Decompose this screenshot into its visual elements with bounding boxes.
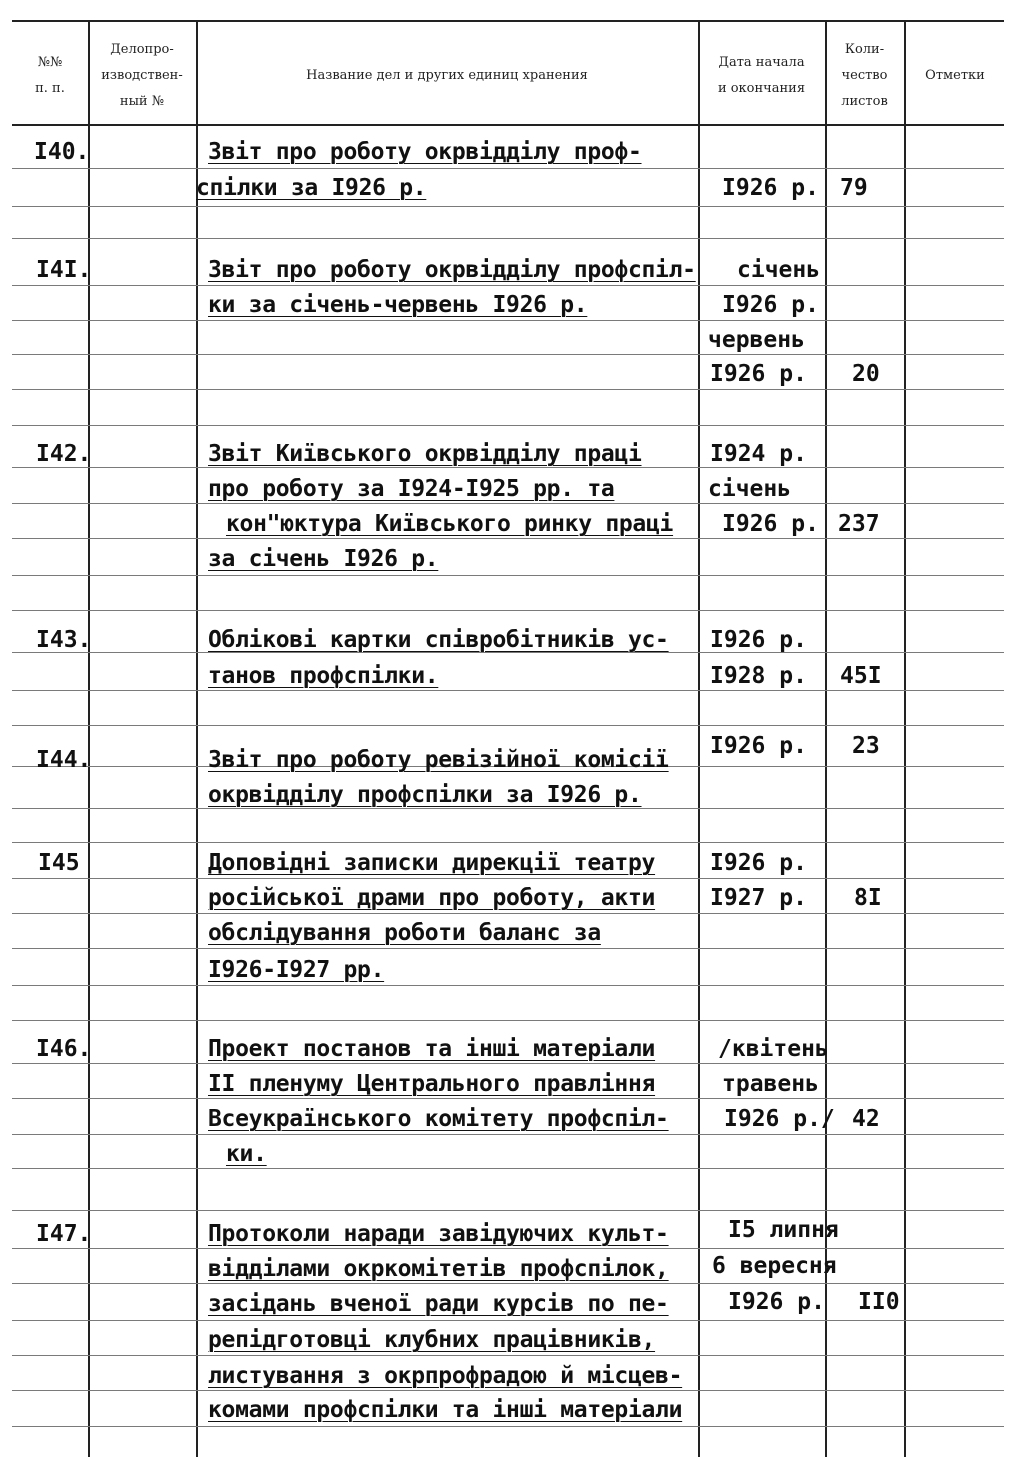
entry-date: I5 липня (728, 1217, 839, 1243)
entry-title-line: про роботу за I924-I925 рр. та (208, 476, 615, 502)
entry-date: I927 р. (710, 885, 807, 911)
ruled-line (12, 575, 1004, 576)
entry-number: I42. (36, 441, 92, 467)
entry-sheet-count: 20 (852, 361, 880, 387)
ruled-line (12, 842, 1004, 843)
entry-title-line: обслідування роботи баланс за (208, 920, 601, 946)
header-notes: Отметки (925, 68, 985, 83)
entry-date: I926 р./ (724, 1106, 835, 1132)
entry-title-line: Протоколи наради завідуючих культ- (208, 1221, 669, 1247)
header-dates: Дата начала и окончания (717, 55, 806, 96)
entry-title-line: ки за січень-червень I926 р. (208, 292, 588, 318)
entry-title-line: Звіт Київського окрвідділу праці (208, 441, 642, 467)
entry-title-line: Звіт про роботу ревізійної комісії (208, 747, 669, 773)
entry-title-line: репідготовці клубних працівників, (208, 1327, 656, 1353)
ruled-line (12, 425, 1004, 426)
entry-title-line: танов профспілки. (208, 663, 439, 689)
entry-date: I926 р. (722, 511, 819, 537)
entry-title-line: II пленуму Центрального правління (208, 1071, 656, 1097)
entry-date: /квітень (718, 1036, 829, 1062)
header-office-number: Делопро- изводствен- ный № (101, 42, 183, 109)
header-sheet-count: Коли- чество листов (841, 42, 888, 109)
entry-number: I44. (36, 747, 92, 773)
entry-sheet-count: 45I (840, 663, 882, 689)
entry-title-line: російської драми про роботу, акти (208, 885, 656, 911)
entry-title-line: Доповідні записки дирекції театру (208, 850, 656, 876)
header-bottom-line (12, 124, 1004, 126)
entry-title-line: Звіт про роботу окрвідділу профспіл- (208, 257, 696, 283)
ruled-line (12, 725, 1004, 726)
entry-date: I926 р. (722, 175, 819, 201)
entry-sheet-count: 42 (852, 1106, 880, 1132)
top-border-line (12, 20, 1004, 22)
entry-sheet-count: 23 (852, 733, 880, 759)
entry-number: I4I. (36, 257, 92, 283)
entry-title-line: листування з окрпрофрадою й місцев- (208, 1363, 683, 1389)
ruled-line (12, 985, 1004, 986)
header-number: №№ п. п. (35, 55, 65, 96)
entry-date: I926 р. (710, 627, 807, 653)
entry-title-line: Проект постанов та інші матеріали (208, 1036, 656, 1062)
entry-date: I926 р. (722, 292, 819, 318)
entry-title-line: ки. (226, 1141, 267, 1167)
ruled-line (12, 1210, 1004, 1211)
entry-title-line: засідань вченої ради курсів по пе- (208, 1291, 669, 1317)
entry-sheet-count: 8I (854, 885, 882, 911)
entry-date: I926 р. (710, 361, 807, 387)
entry-title-line: за січень I926 р. (208, 546, 439, 572)
entry-title-line: Всеукраїнського комітету профспіл- (208, 1106, 669, 1132)
ruled-line (12, 238, 1004, 239)
ruled-line (12, 1020, 1004, 1021)
entry-title-line: спілки за I926 р. (196, 175, 427, 201)
ruled-line (12, 206, 1004, 207)
entry-date: 6 вересня (712, 1253, 837, 1279)
entry-title-line: Облікові картки співробітників ус- (208, 627, 669, 653)
entry-date: I928 р. (710, 663, 807, 689)
entry-title-line: Звіт про роботу окрвідділу проф- (208, 139, 642, 165)
entry-date: червень (708, 327, 805, 353)
entry-date: I924 р. (710, 441, 807, 467)
header-title: Название дел и других единиц хранения (306, 68, 588, 83)
entry-number: I47. (36, 1221, 92, 1247)
entry-date: травень (722, 1071, 819, 1097)
ruled-line (12, 1168, 1004, 1169)
entry-sheet-count: II0 (858, 1289, 900, 1315)
ruled-line (12, 610, 1004, 611)
entry-number: I46. (36, 1036, 92, 1062)
entry-title-line: I926-I927 рр. (208, 957, 385, 983)
entry-number: I40. (34, 139, 90, 165)
entry-title-line: кон"юктура Київського ринку праці (226, 511, 674, 537)
entry-number: I45 (38, 850, 80, 876)
entry-title-line: відділами окркомітетів профспілок, (208, 1256, 669, 1282)
entry-title-line: комами профспілки та інші матеріали (208, 1397, 683, 1423)
entry-number: I43. (36, 627, 92, 653)
entry-sheet-count: 79 (840, 175, 868, 201)
entry-date: січень (708, 476, 792, 502)
entry-date: I926 р. (710, 850, 807, 876)
ruled-line (12, 354, 1004, 355)
entry-date: січень (737, 257, 821, 283)
entry-date: I926 р. (728, 1289, 825, 1315)
entry-date: I926 р. (710, 733, 807, 759)
entry-sheet-count: 237 (838, 511, 880, 537)
entry-title-line: окрвідділу профспілки за I926 р. (208, 782, 642, 808)
